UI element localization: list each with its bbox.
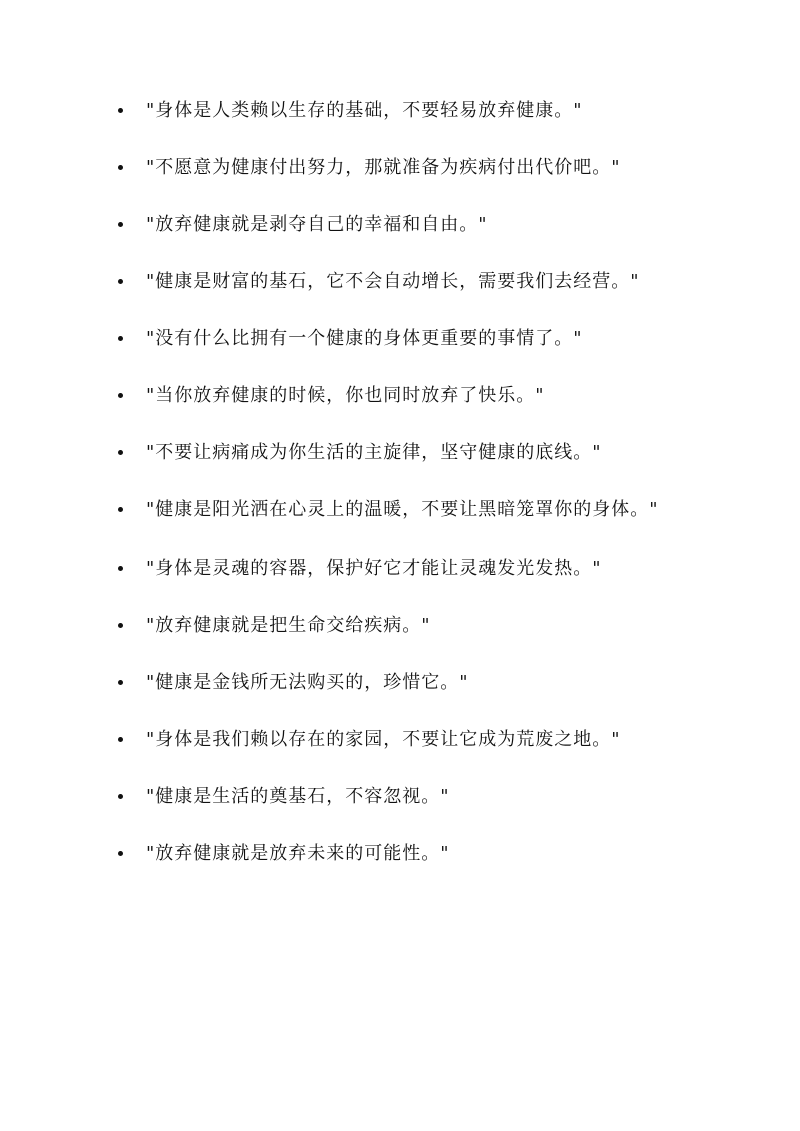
quote-text: "身体是灵魂的容器，保护好它才能让灵魂发光发热。" — [146, 558, 602, 579]
list-item — [118, 550, 718, 588]
list-item — [118, 92, 718, 130]
quote-list — [118, 92, 718, 892]
list-item — [118, 778, 718, 816]
list-item — [118, 206, 718, 244]
quote-text: "没有什么比拥有一个健康的身体更重要的事情了。" — [146, 328, 583, 349]
quote-text: "放弃健康就是剥夺自己的幸福和自由。" — [146, 214, 488, 235]
list-item — [118, 835, 718, 873]
list-item — [118, 263, 718, 301]
bullet-icon — [118, 851, 123, 856]
bullet-icon — [118, 393, 123, 398]
list-item — [118, 149, 718, 187]
quote-text: "健康是金钱所无法购买的，珍惜它。" — [146, 672, 469, 693]
quote-text: "健康是生活的奠基石，不容忽视。" — [146, 786, 450, 807]
list-item — [118, 721, 718, 759]
quote-text: "身体是人类赖以生存的基础，不要轻易放弃健康。" — [146, 100, 583, 121]
bullet-icon — [118, 336, 123, 341]
bullet-icon — [118, 279, 123, 284]
list-item — [118, 320, 718, 358]
quote-text: "不愿意为健康付出努力，那就准备为疾病付出代价吧。" — [146, 157, 621, 178]
quote-text: "当你放弃健康的时候，你也同时放弃了快乐。" — [146, 385, 545, 406]
bullet-icon — [118, 680, 123, 685]
quote-text: "健康是财富的基石，它不会自动增长，需要我们去经营。" — [146, 271, 640, 292]
list-item — [118, 607, 718, 645]
bullet-icon — [118, 737, 123, 742]
list-item — [118, 664, 718, 702]
quote-text: "身体是我们赖以存在的家园，不要让它成为荒废之地。" — [146, 729, 621, 750]
bullet-icon — [118, 794, 123, 799]
list-item — [118, 491, 718, 529]
quote-text: "健康是阳光洒在心灵上的温暖，不要让黑暗笼罩你的身体。" — [146, 499, 659, 520]
bullet-icon — [118, 165, 123, 170]
bullet-icon — [118, 222, 123, 227]
quote-text: "不要让病痛成为你生活的主旋律，坚守健康的底线。" — [146, 442, 602, 463]
quote-text: "放弃健康就是把生命交给疾病。" — [146, 615, 431, 636]
list-item — [118, 377, 718, 415]
bullet-icon — [118, 450, 123, 455]
quote-text: "放弃健康就是放弃未来的可能性。" — [146, 843, 450, 864]
bullet-icon — [118, 507, 123, 512]
bullet-icon — [118, 108, 123, 113]
list-item — [118, 434, 718, 472]
bullet-icon — [118, 623, 123, 628]
bullet-icon — [118, 566, 123, 571]
